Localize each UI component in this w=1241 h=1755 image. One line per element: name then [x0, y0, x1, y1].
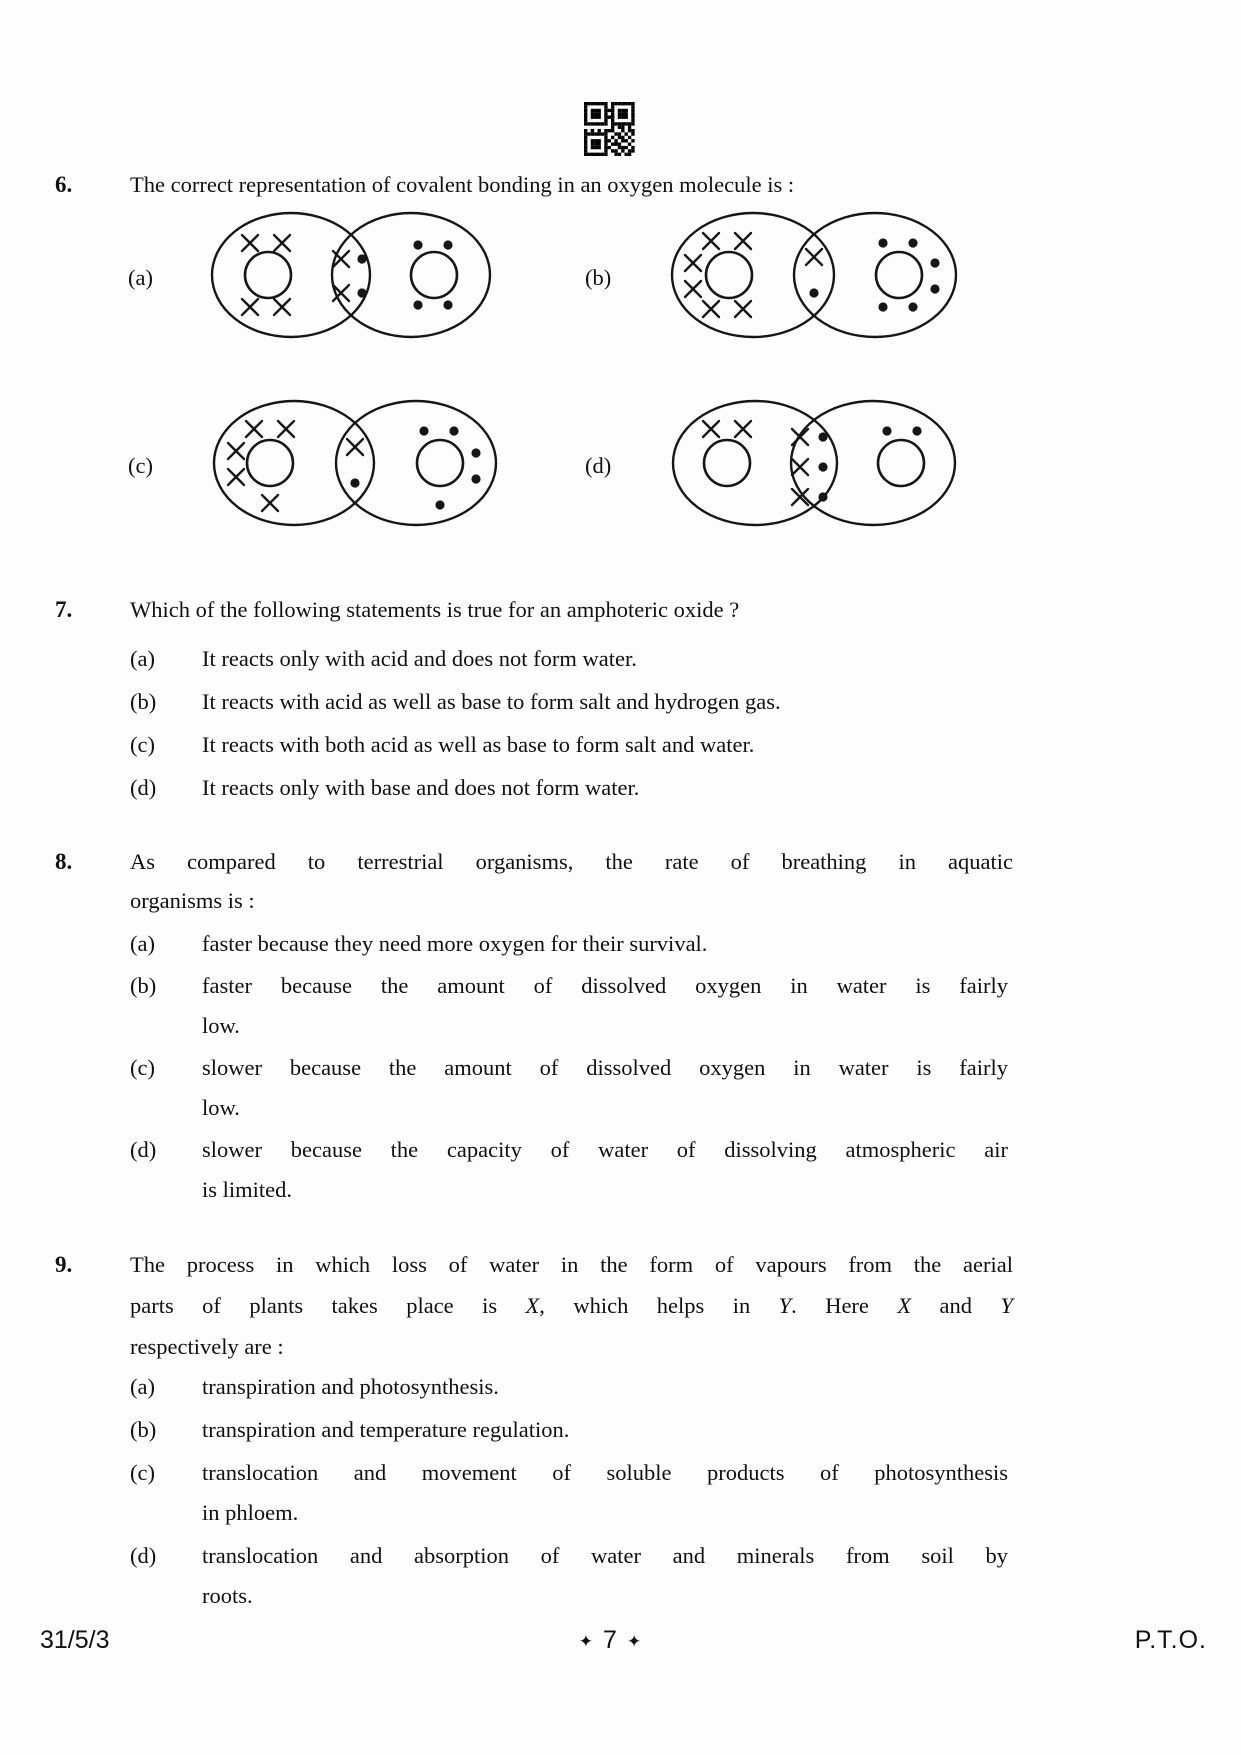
question-9-number: 9. [55, 1252, 73, 1277]
q7-option-c-label: (c) [130, 732, 155, 757]
q9-text-line1: The process in which loss of water in the form of vapours from the aerial [130, 1252, 1013, 1277]
q9-option-d-text [202, 1536, 1008, 1616]
question-6-number: 6. [55, 172, 73, 197]
q8-option-b [130, 966, 1013, 1046]
q9-option-c-line2: in phloem. [202, 1500, 299, 1525]
q9-option-d-line1: translocation and absorption of water and minerals from soil by [202, 1543, 1008, 1568]
question-8 [55, 842, 1013, 1212]
covalent-bonding-diagram-c [208, 391, 508, 541]
question-6-text: The correct representation of covalent bonding in an oxygen molecule is : [130, 172, 795, 197]
q8-option-d [130, 1130, 1013, 1210]
q9-option-c [130, 1453, 1013, 1533]
q7-option-d-text: It reacts only with base and does not form water. [202, 775, 640, 800]
q8-text-line1: As compared to terrestrial organisms, the rate of breathing in aquatic [130, 849, 1013, 874]
q9-option-a [130, 1367, 1013, 1407]
q8-option-a [130, 924, 1013, 964]
q7-option-b-label: (b) [130, 689, 157, 714]
q6-diagram-a-label: (a) [128, 264, 153, 290]
q7-option-a-label: (a) [130, 646, 155, 671]
pto-label: P.T.O. [1134, 1626, 1207, 1654]
question-8-number: 8. [55, 849, 73, 874]
question-9-options [130, 1367, 1013, 1616]
question-9-text [130, 1244, 1013, 1367]
q8-option-c [130, 1048, 1013, 1128]
q7-option-c [130, 723, 1013, 766]
q8-option-b-line1: faster because the amount of dissolved oxygen in water is fairly [202, 973, 1008, 998]
q8-option-a-text: faster because they need more oxygen for their survival. [202, 931, 708, 956]
q7-option-d [130, 766, 1013, 809]
q9-option-d-line2: roots. [202, 1583, 253, 1608]
q8-option-c-text [202, 1048, 1008, 1128]
page-number: 7 [603, 1626, 617, 1654]
q7-option-d-label: (d) [130, 775, 157, 800]
q9-option-a-label: (a) [130, 1374, 155, 1399]
q8-option-d-line1: slower because the capacity of water of dissolving atmospheric air [202, 1137, 1008, 1162]
covalent-bonding-diagram-d [665, 391, 975, 541]
q9-option-b [130, 1410, 1013, 1450]
q6-diagram-d [585, 393, 975, 538]
q7-option-a [130, 637, 1013, 680]
question-7-text: Which of the following statements is true for an amphoteric oxide ? [130, 597, 740, 622]
q7-option-a-text: It reacts only with acid and does not form water. [202, 646, 637, 671]
question-7-number: 7. [55, 597, 73, 622]
q8-option-b-line2: low. [202, 1013, 240, 1038]
q6-diagram-b-label: (b) [585, 264, 612, 290]
q8-option-c-line1: slower because the amount of dissolved oxygen in water is fairly [202, 1055, 1008, 1080]
q9-option-a-text: transpiration and photosynthesis. [202, 1374, 499, 1399]
q8-option-b-label: (b) [130, 973, 157, 998]
question-7-options [130, 637, 1013, 809]
star-icon: ✦ [626, 1631, 642, 1651]
q8-option-d-text [202, 1130, 1008, 1210]
q9-option-b-text: transpiration and temperature regulation. [202, 1417, 570, 1442]
q9-option-b-label: (b) [130, 1417, 157, 1442]
q8-option-c-line2: low. [202, 1095, 240, 1120]
q9-option-c-line1: translocation and movement of soluble products of photosynthesis [202, 1460, 1008, 1485]
q6-diagram-c [128, 393, 508, 538]
q7-option-b [130, 680, 1013, 723]
q9-option-d-label: (d) [130, 1543, 157, 1568]
q7-option-b-text: It reacts with acid as well as base to form salt and hydrogen gas. [202, 689, 781, 714]
q8-option-d-line2: is limited. [202, 1177, 292, 1202]
question-6 [55, 166, 1013, 204]
q9-text-line3: respectively are : [130, 1334, 284, 1359]
paper-code: 31/5/3 [40, 1626, 110, 1654]
q6-diagram-b [585, 205, 975, 350]
q9-option-c-text [202, 1453, 1008, 1533]
q8-text-line2: organisms is : [130, 888, 255, 913]
question-7 [55, 591, 1013, 809]
q6-diagram-a [128, 205, 508, 350]
q6-diagram-c-label: (c) [128, 452, 153, 478]
covalent-bonding-diagram-a [208, 203, 508, 353]
qr-code-icon [584, 102, 638, 156]
question-8-text [130, 842, 1013, 920]
question-8-options [130, 924, 1013, 1210]
q8-option-b-text [202, 966, 1008, 1046]
q6-diagram-d-label: (d) [585, 452, 612, 478]
page-footer [40, 1626, 1207, 1660]
page-number-group [510, 1626, 710, 1655]
q8-option-a-label: (a) [130, 931, 155, 956]
star-icon: ✦ [578, 1631, 594, 1651]
q9-option-d [130, 1536, 1013, 1616]
question-9 [55, 1244, 1013, 1619]
q8-option-c-label: (c) [130, 1055, 155, 1080]
q7-option-c-text: It reacts with both acid as well as base to form salt and water. [202, 732, 755, 757]
covalent-bonding-diagram-b [665, 203, 975, 353]
q8-option-d-label: (d) [130, 1137, 157, 1162]
q9-text-line2: parts of plants takes place is X, which helps in Y. Here X and Y [130, 1293, 1013, 1318]
q9-option-c-label: (c) [130, 1460, 155, 1485]
